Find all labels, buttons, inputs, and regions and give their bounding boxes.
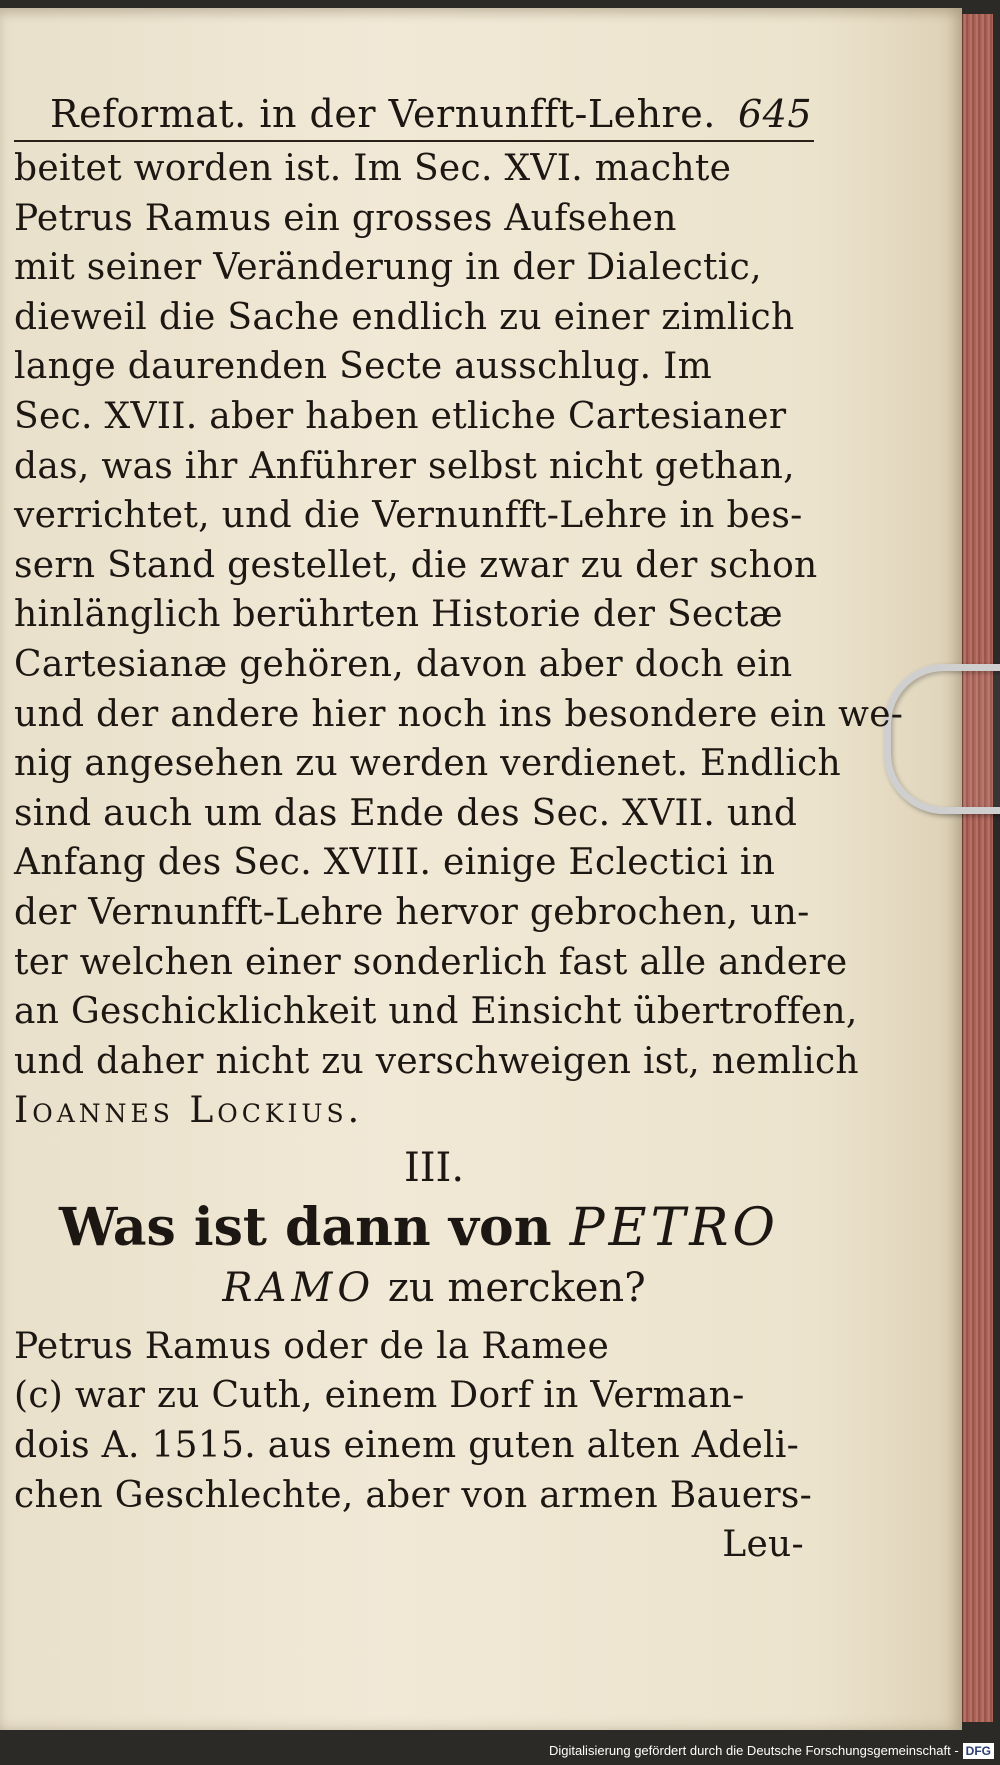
text-line: chen Geschlechte, aber von armen Bauers-: [14, 1474, 813, 1516]
text-line: sern Stand gestellet, die zwar zu der schon: [14, 544, 818, 586]
text-line: mit seiner Veränderung in der Dialectic,: [14, 247, 762, 289]
credit-text: Digitalisierung gefördert durch die Deutsche Forschungsgemeinschaft -: [548, 1743, 959, 1758]
text-line: lange daurenden Secte ausschlug. Im: [14, 346, 713, 388]
text-line: und daher nicht zu verschweigen ist, nemlich: [14, 1040, 859, 1082]
text-line: sind auch um das Ende des Sec. XVII. und: [14, 792, 798, 834]
running-head: [14, 88, 814, 142]
text-line: Sec. XVII. aber haben etliche Cartesianer: [14, 395, 787, 437]
text-line: (c) war zu Cuth, einem Dorf in Verman-: [14, 1375, 745, 1417]
heading-words: Was ist dann von: [58, 1196, 552, 1258]
heading-name: PETRO: [569, 1197, 780, 1258]
page-number: 645: [737, 92, 812, 136]
text-line: ter welchen einer sonderlich fast alle andere: [14, 941, 848, 983]
page-edge: [962, 14, 993, 1722]
section-heading-line2: [54, 1260, 814, 1316]
text-block: [14, 88, 904, 1570]
text-line: Anfang des Sec. XVIII. einige Eclectici in: [14, 842, 776, 884]
section-heading: [24, 1196, 814, 1260]
text-line: dois A. 1515. aus einem guten alten Adeli-: [14, 1425, 800, 1467]
text-line: hinlänglich berührten Historie der Sectæ: [14, 594, 783, 636]
body-text: [14, 144, 904, 1136]
text-line: beitet worden ist. Im Sec. XVI. machte: [14, 148, 732, 189]
text-line: Petrus Ramus ein grosses Aufsehen: [14, 197, 677, 239]
text-line: verrichtet, und die Vernunfft-Lehre in bes-: [14, 495, 803, 537]
section-text: [14, 1322, 814, 1520]
section-number: III.: [403, 1144, 465, 1191]
catchword: Leu-: [722, 1524, 804, 1566]
text-line: der Vernunfft-Lehre hervor gebrochen, un-: [14, 891, 810, 933]
text-line: an Geschicklichkeit und Einsicht übertroffen,: [14, 991, 858, 1033]
text-line: das, was ihr Anführer selbst nicht gethan,: [14, 445, 795, 487]
text-line: Petrus Ramus oder de la Ramee: [14, 1325, 610, 1367]
text-line: Cartesianæ gehören, davon aber doch ein: [14, 643, 793, 685]
text-line: Ioannes Lockius.: [14, 1090, 364, 1132]
heading-end: zu mercken?: [387, 1264, 646, 1311]
text-line: dieweil die Sache endlich zu einer zimlich: [14, 296, 795, 338]
text-line: und der andere hier noch ins besondere ein we-: [14, 693, 904, 735]
running-head-title: Reformat. in der Vernunfft-Lehre.: [50, 92, 716, 136]
digitization-credit: [549, 1739, 994, 1763]
text-line: nig angesehen zu werden verdienet. Endlich: [14, 743, 842, 785]
dfg-logo: DFG: [963, 1743, 994, 1759]
page-clip: [884, 664, 1000, 814]
heading-name2: RAMO: [222, 1264, 376, 1311]
